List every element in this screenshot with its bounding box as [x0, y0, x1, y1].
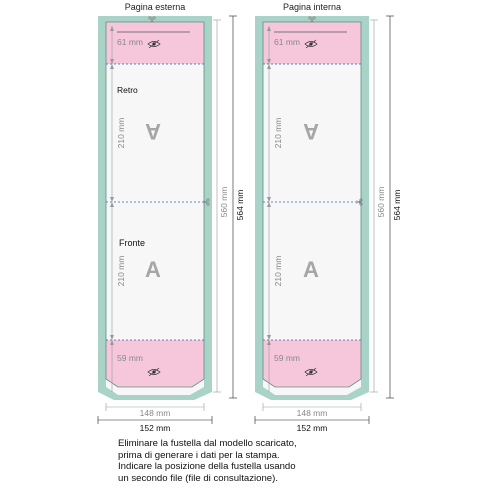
letter-retro: A: [145, 119, 161, 144]
section-bottom-height-label: 210 mm: [273, 255, 283, 287]
panel-esterna: [98, 2, 245, 433]
note-line: Indicare la posizione della fustella usando: [118, 461, 296, 473]
bottom-glue-area: [263, 340, 361, 387]
inner-width-label: 148 mm: [296, 408, 328, 418]
note-line: un secondo file (file di consultazione).: [118, 472, 278, 484]
bottom-glue-area: [106, 340, 204, 387]
inner-height-label: 560 mm: [376, 186, 386, 218]
inner-width-label: 148 mm: [139, 408, 171, 418]
bottom-area-label: 59 mm: [117, 353, 143, 363]
page-area: [106, 22, 204, 395]
outer-width-label: 152 mm: [139, 423, 171, 433]
note-line: Eliminare la fustella dal modello scaricato,: [118, 438, 297, 449]
page-area: [263, 22, 361, 395]
outer-height-label: 564 mm: [392, 189, 402, 221]
outer-height-label: 564 mm: [235, 189, 245, 221]
section-bottom-height-label: 210 mm: [116, 255, 126, 287]
bottom-area-label: 59 mm: [274, 353, 300, 363]
instruction-note: [118, 438, 358, 484]
section-label-retro: Retro: [117, 85, 138, 95]
outer-width-label: 152 mm: [296, 423, 328, 433]
letter-bottom: A: [303, 257, 319, 282]
note-line: prima di generare i dati per la stampa.: [118, 449, 280, 461]
section-top-height-label: 210 mm: [273, 117, 283, 149]
panel-title: Pagina esterna: [124, 2, 186, 12]
panel-title: Pagina interna: [282, 2, 342, 12]
panel-interna: [255, 2, 402, 433]
top-area-label: 61 mm: [117, 37, 143, 47]
letter-fronte: A: [145, 257, 161, 282]
section-top-height-label: 210 mm: [116, 117, 126, 149]
inner-height-label: 560 mm: [219, 186, 229, 218]
top-area-label: 61 mm: [274, 37, 300, 47]
section-label-fronte: Fronte: [119, 238, 146, 248]
letter-top: A: [303, 119, 319, 144]
